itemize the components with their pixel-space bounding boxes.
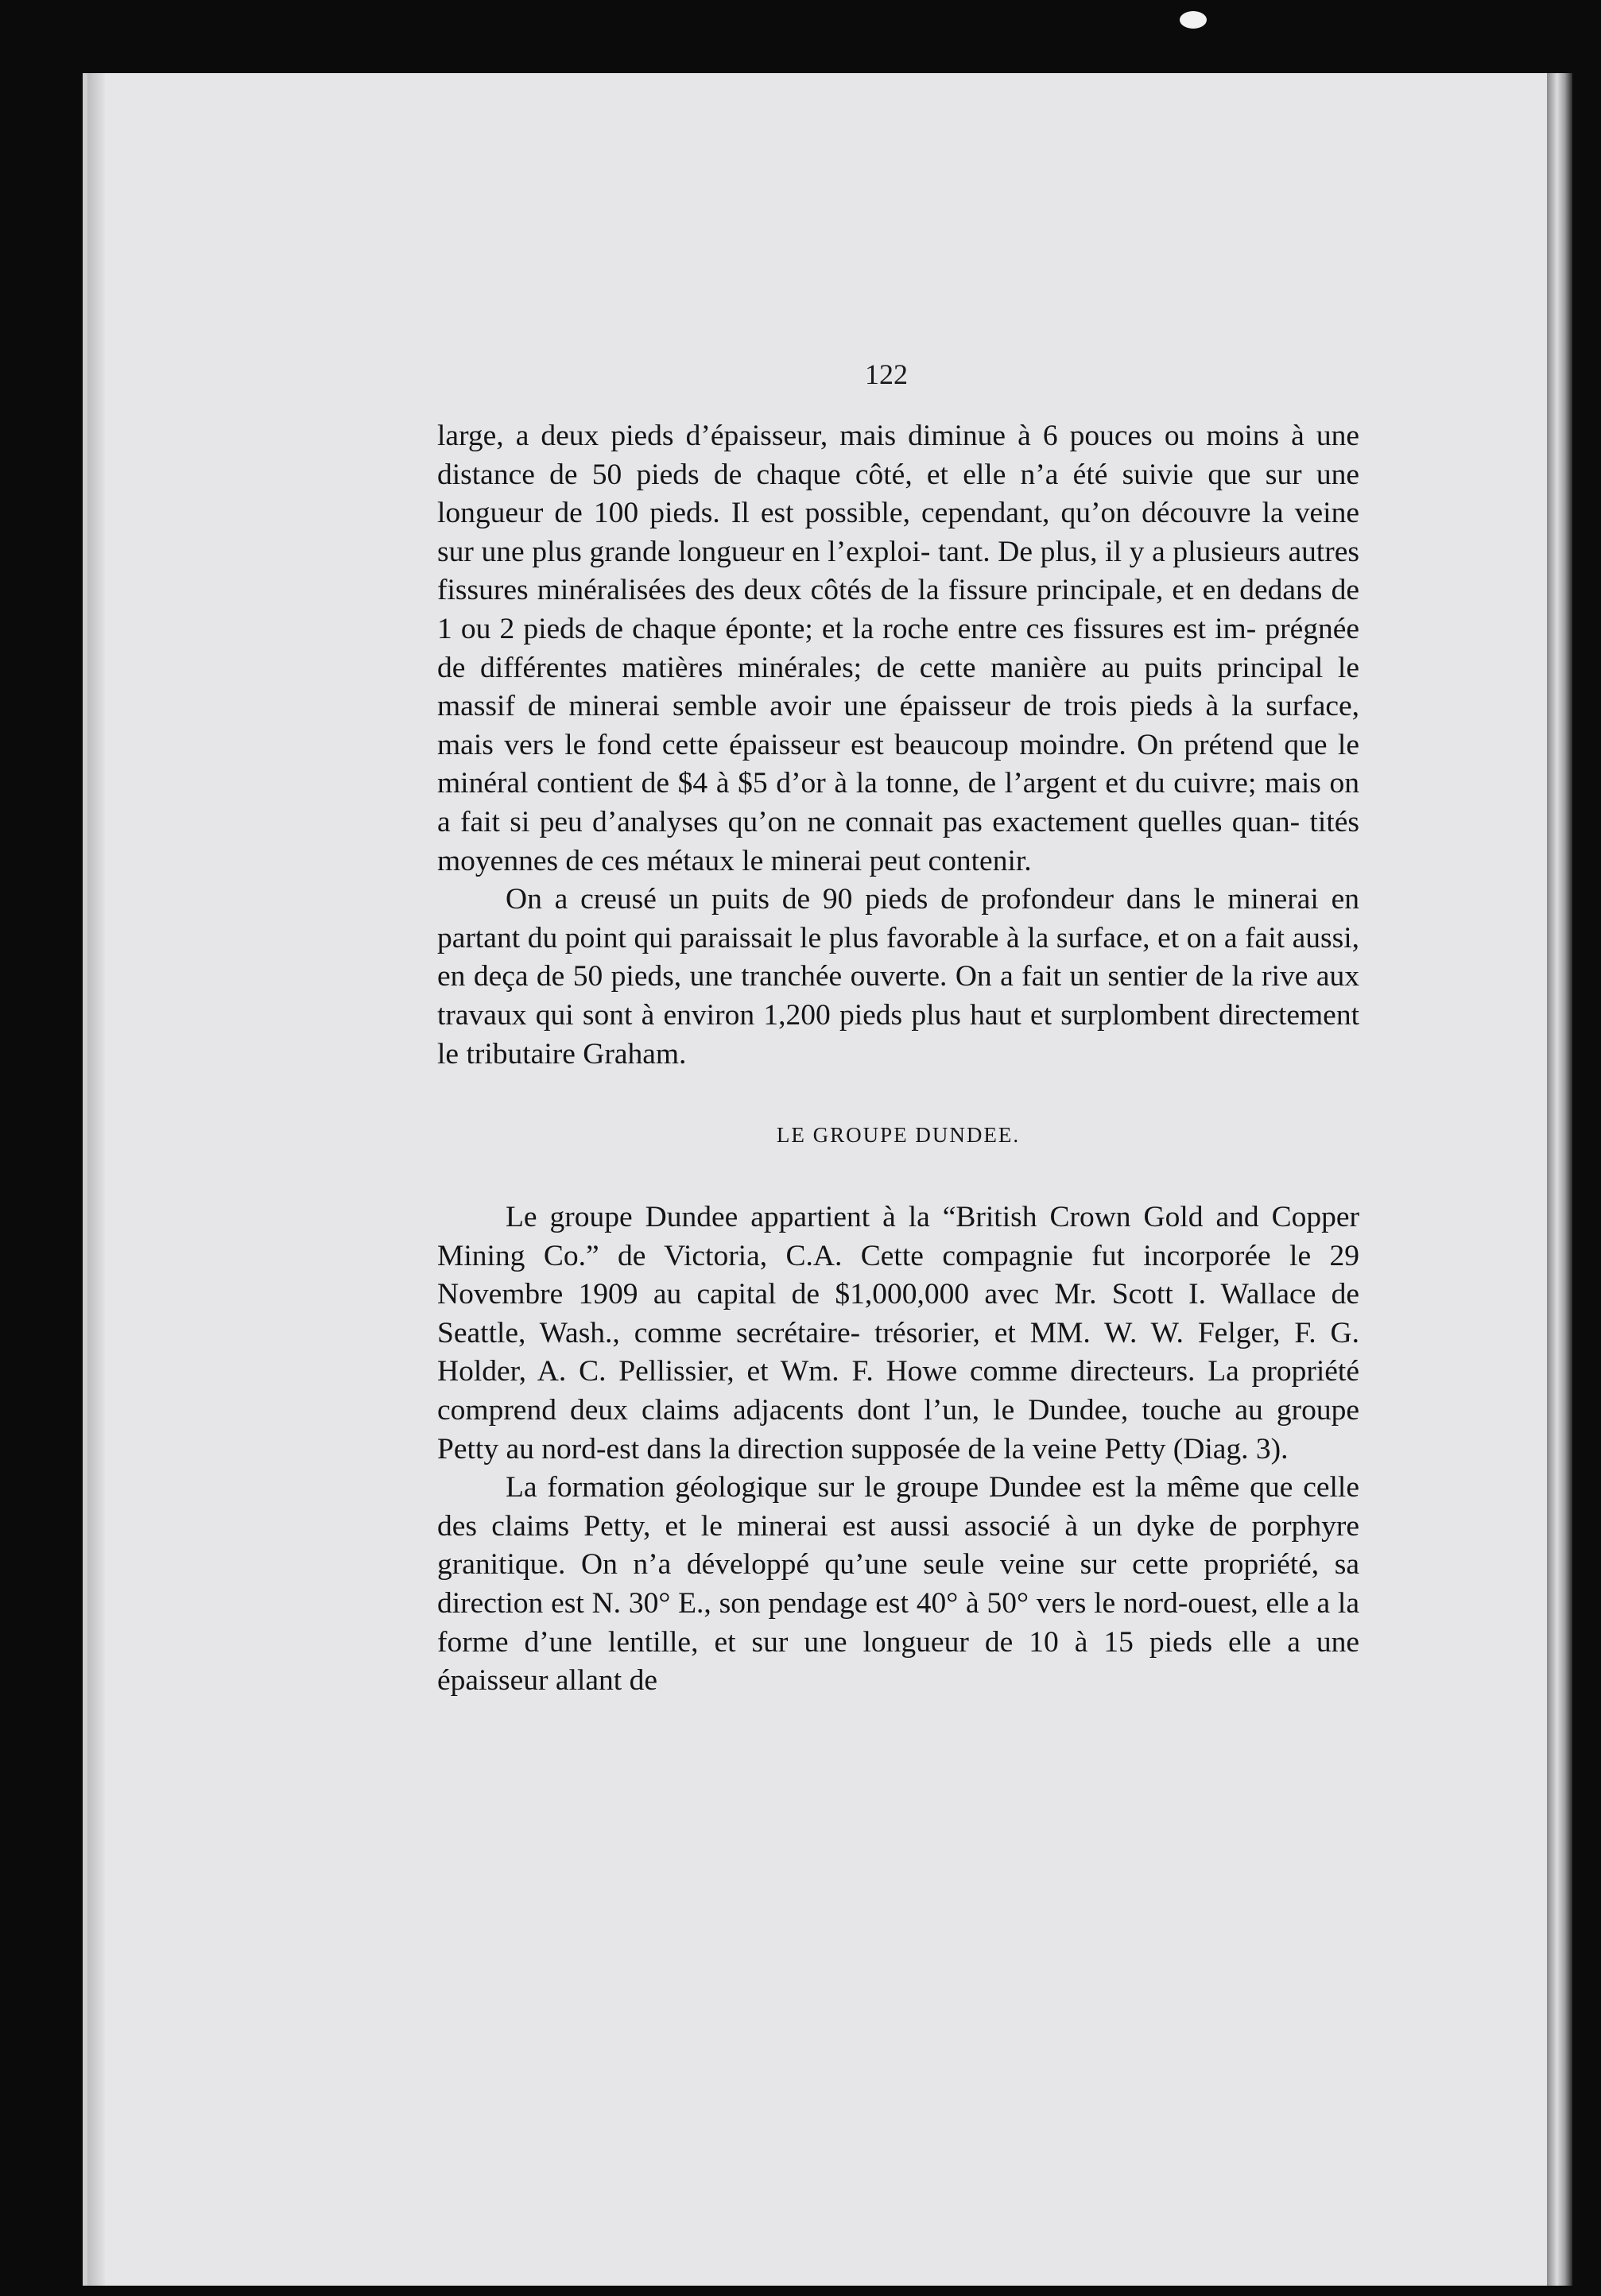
- scan-artifact: [1180, 11, 1207, 29]
- section-heading: LE GROUPE DUNDEE.: [776, 1123, 1021, 1148]
- page-gutter: [87, 73, 105, 2286]
- page-edge: [1547, 73, 1572, 2286]
- paragraph-continued: large, a deux pieds d’épaisseur, mais diminue à 6 pouces ou moins à une distance de 50 pieds de chaque côté, et elle n’a été suivie que sur une longueur de 100 pieds. Il est possible, cependant, qu’on découvre la veine sur une plus grande longueur en l’exploi- tant. De plus, il y a plusieurs autres fissures minéralisées des deux côtés de la fissure principale, et en dedans de 1 ou 2 pieds de chaque éponte; et la roche entre ces fissures est im- prégnée de différentes matières minérales; de cette manière au puits principal le massif de minerai semble avoir une épaisseur de trois pieds à la surface, mais vers le fond cette épaisseur est beaucoup moindre. On prétend que le minéral contient de $4 à $5 d’or à la tonne, de l’argent et du cuivre; mais on a fait si peu d’analyses qu’on ne connait pas exactement quelles quan- tités moyennes de ces métaux le minerai peut contenir.: [437, 420, 1359, 877]
- body-text: [437, 417, 1359, 1701]
- paragraph-dundee-ownership: Le groupe Dundee appartient à la “British Crown Gold and Copper Mining Co.” de Victoria, C.A. Cette compagnie fut incorporée le 29 Novembre 1909 au capital de $1,000,000 avec Mr. Scott I. Wallace de Seattle, Wash., comme secrétaire- trésorier, et MM. W. W. Felger, F. G. Holder, A. C. Pellissier, et Wm. F. Howe comme directeurs. La propriété comprend deux claims adjacents dont l’un, le Dundee, touche au groupe Petty au nord-est dans la direction supposée de la veine Petty (Diag. 3).: [437, 1201, 1359, 1465]
- paragraph-dundee-geology: La formation géologique sur le groupe Dundee est la même que celle des claims Petty, et le minerai est aussi associé à un dyke de porphyre granitique. On n’a développé qu’une seule veine sur cette propriété, sa direction est N. 30° E., son pendage est 40° à 50° vers le nord-ouest, elle a la forme d’une lentille, et sur une longueur de 10 à 15 pieds elle a une épaisseur allant de: [437, 1471, 1359, 1698]
- page-number: 122: [865, 358, 908, 390]
- paragraph-shaft: On a creusé un puits de 90 pieds de profondeur dans le minerai en partant du point qui paraissait le plus favorable à la surface, et on a fait aussi, en deça de 50 pieds, une tranchée ouverte. On a fait un sentier de la rive aux travaux qui sont à environ 1,200 pieds plus haut et surplombent directement le tributaire Graham.: [437, 883, 1359, 1071]
- scan-border: [1572, 73, 1601, 2286]
